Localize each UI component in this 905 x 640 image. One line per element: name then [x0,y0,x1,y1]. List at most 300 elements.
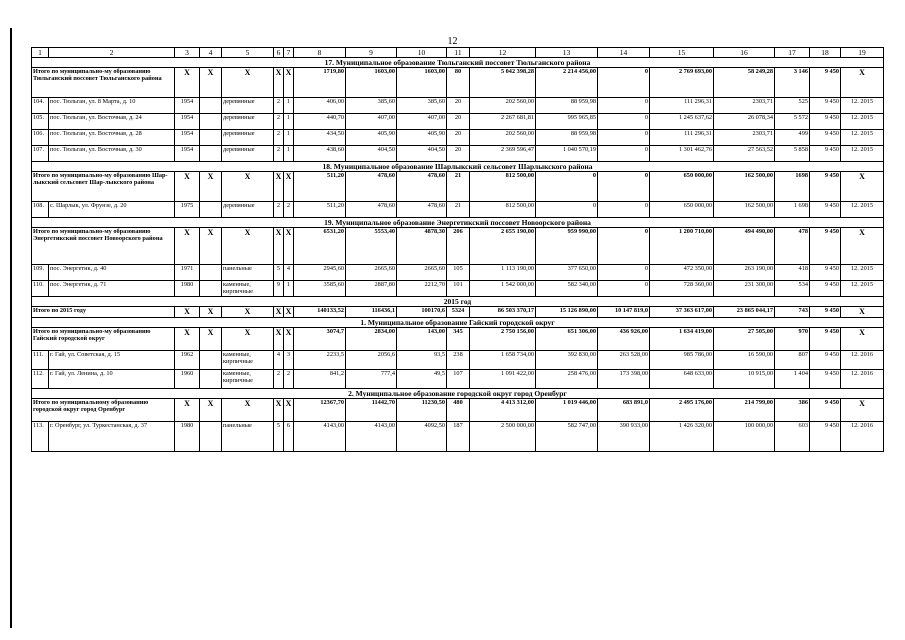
total-cell: X [222,68,274,98]
area-cell: 405,90 [397,130,447,146]
column-number: 8 [294,48,346,58]
total-cell: 1719,80 [294,68,346,98]
total-cell: 0 [598,68,650,98]
total-row [32,307,884,318]
deadline-cell: 12. 2015 [841,130,884,146]
wall-material-cell: каменные, кирпичные [222,370,274,389]
total-cell: 58 249,28 [714,68,775,98]
total-cell: X [175,307,200,318]
floors-cell: 5 [274,265,284,281]
entrances-cell: 3 [284,351,294,370]
total-cell: 478,60 [397,172,447,202]
cost-cell: 377 650,00 [536,265,598,281]
total-cell: 2834,00 [346,328,397,351]
area-cell: 434,50 [294,130,346,146]
column-number: 18 [810,48,841,58]
total-cell: 27 505,00 [714,328,775,351]
year-cell: 1954 [175,146,200,162]
deadline-cell: 12. 2015 [841,265,884,281]
floors-cell: 2 [274,146,284,162]
year-cell: 1962 [175,351,200,370]
cost-cell: 650 000,00 [650,202,714,218]
cost-cell: 9 450 [810,114,841,130]
cost-cell: 995 965,85 [536,114,598,130]
total-cell: 162 500,00 [714,172,775,202]
year-cell: 1960 [175,370,200,389]
section-title: 19. Муниципальное образование Энергетикский поссовет Новоорского района [32,218,884,228]
year-cell: 1954 [175,130,200,146]
total-cell: 5324 [447,307,470,318]
cost-cell: 1 698 [775,202,810,218]
area-cell: 438,60 [294,146,346,162]
total-cell: 100170,6 [397,307,447,318]
wall-material-cell: деревянные [222,202,274,218]
cost-cell: 2 267 681,81 [470,114,536,130]
cost-cell: 1 245 637,62 [650,114,714,130]
column-number: 15 [650,48,714,58]
total-cell: 2 214 456,00 [536,68,598,98]
entrances-cell: 2 [284,370,294,389]
total-cell: X [841,172,884,202]
row-number: 106. [32,130,49,146]
total-cell: X [222,328,274,351]
column-number: 1 [32,48,49,58]
table-cell [200,98,222,114]
wall-material-cell: панельные [222,265,274,281]
total-cell: 1 634 419,00 [650,328,714,351]
table-row [32,265,884,281]
residents-cell: 20 [447,130,470,146]
total-cell: X [841,68,884,98]
cost-cell: 1 040 570,19 [536,146,598,162]
table-cell [200,146,222,162]
row-number: 113. [32,422,49,452]
cost-cell: 0 [598,146,650,162]
cost-cell: 5 858 [775,146,810,162]
table-cell [200,281,222,297]
address-cell: г. Гай, ул. Ленина, д. 10 [49,370,175,389]
area-cell: 2665,60 [397,265,447,281]
column-number: 2 [49,48,175,58]
total-cell: X [841,307,884,318]
area-cell: 4092,50 [397,422,447,452]
section-title: 1. Муниципальное образование Гайский городской округ [32,318,884,328]
total-cell: X [841,228,884,265]
wall-material-cell: деревянные [222,130,274,146]
wall-material-cell: деревянные [222,114,274,130]
section-title: 18. Муниципальное образование Шарлыкский сельсовет Шарлыкского района [32,162,884,172]
total-cell: X [200,228,222,265]
table-cell [200,114,222,130]
total-cell: X [175,172,200,202]
row-number: 111. [32,351,49,370]
total-cell: 0 [536,172,598,202]
section-header [32,218,884,228]
floors-cell: 2 [274,202,284,218]
total-cell: 11230,50 [397,399,447,422]
total-cell: 9 450 [810,399,841,422]
cost-cell: 9 450 [810,98,841,114]
total-cell: X [274,307,284,318]
area-cell: 4143,00 [346,422,397,452]
year-cell: 1954 [175,114,200,130]
table-cell [200,265,222,281]
cost-cell: 111 296,31 [650,98,714,114]
total-cell: 480 [447,399,470,422]
residents-cell: 20 [447,114,470,130]
total-cell: X [841,328,884,351]
address-cell: пос. Энергетик, д. 40 [49,265,175,281]
section-header [32,318,884,328]
wall-material-cell: деревянные [222,146,274,162]
total-cell: X [175,328,200,351]
entrances-cell: 1 [284,130,294,146]
address-cell: с. Шарлык, ул. Фрунзе, д. 20 [49,202,175,218]
total-cell: 494 490,00 [714,228,775,265]
cost-cell: 472 350,00 [650,265,714,281]
area-cell: 2945,60 [294,265,346,281]
total-cell: 1 019 446,00 [536,399,598,422]
cost-cell: 5 572 [775,114,810,130]
table-body [32,48,884,452]
total-cell: 23 865 044,17 [714,307,775,318]
area-cell: 385,60 [397,98,447,114]
section-header [32,58,884,68]
total-cell: 1698 [775,172,810,202]
entrances-cell: 1 [284,114,294,130]
column-number: 6 [274,48,284,58]
cost-cell: 88 959,98 [536,98,598,114]
cost-cell: 648 633,00 [650,370,714,389]
total-cell: 9 450 [810,228,841,265]
page-number: 12 [447,36,458,47]
deadline-cell: 12. 2015 [841,98,884,114]
total-row [32,399,884,422]
column-number: 16 [714,48,775,58]
area-cell: 2665,60 [346,265,397,281]
total-cell: 143,00 [397,328,447,351]
area-cell: 93,5 [397,351,447,370]
area-cell: 406,00 [294,98,346,114]
total-cell: X [175,228,200,265]
total-cell: 9 450 [810,307,841,318]
entrances-cell: 4 [284,265,294,281]
cost-cell: 1 658 734,00 [470,351,536,370]
floors-cell: 9 [274,281,284,297]
cost-cell: 0 [598,98,650,114]
entrances-cell: 1 [284,98,294,114]
total-cell: X [284,307,294,318]
total-cell: 80 [447,68,470,98]
wall-material-cell: деревянные [222,98,274,114]
total-cell: 650 000,00 [650,172,714,202]
cost-cell: 582 747,00 [536,422,598,452]
cost-cell: 9 450 [810,130,841,146]
total-cell: X [200,68,222,98]
cost-cell: 9 450 [810,422,841,452]
cost-cell: 9 450 [810,265,841,281]
wall-material-cell: панельные [222,422,274,452]
cost-cell: 499 [775,130,810,146]
total-cell: 3074,7 [294,328,346,351]
total-label: Итого по муниципально-му образованию Энергетикский поссовет Новоорского района [32,228,175,265]
section-header [32,389,884,399]
entrances-cell: 6 [284,422,294,452]
total-cell: 959 990,00 [536,228,598,265]
cost-cell: 9 450 [810,370,841,389]
cost-cell: 100 000,00 [714,422,775,452]
total-label: Итого по 2015 году [32,307,175,318]
total-cell: 206 [447,228,470,265]
residents-cell: 238 [447,351,470,370]
deadline-cell: 12. 2015 [841,281,884,297]
total-cell: 214 799,00 [714,399,775,422]
cost-cell: 111 296,31 [650,130,714,146]
total-cell: X [841,399,884,422]
total-cell: 812 500,00 [470,172,536,202]
cost-cell: 202 560,00 [470,98,536,114]
cost-cell: 2 500 000,00 [470,422,536,452]
area-cell: 405,90 [346,130,397,146]
section-header [32,162,884,172]
total-cell: 15 126 890,00 [536,307,598,318]
cost-cell: 162 500,00 [714,202,775,218]
year-cell: 1980 [175,281,200,297]
table-row [32,422,884,452]
total-cell: 4878,30 [397,228,447,265]
area-cell: 49,5 [397,370,447,389]
residents-cell: 187 [447,422,470,452]
total-cell: X [284,172,294,202]
row-number: 107. [32,146,49,162]
area-cell: 3585,60 [294,281,346,297]
column-number: 3 [175,48,200,58]
cost-cell: 9 450 [810,351,841,370]
cost-cell: 0 [598,202,650,218]
column-number: 12 [470,48,536,58]
area-cell: 385,60 [346,98,397,114]
total-cell: 1603,00 [346,68,397,98]
total-cell: 9 450 [810,68,841,98]
total-cell: 511,20 [294,172,346,202]
total-cell: 86 503 370,17 [470,307,536,318]
cost-cell: 2 369 596,47 [470,146,536,162]
cost-cell: 10 915,00 [714,370,775,389]
total-cell: X [274,172,284,202]
cost-cell: 0 [598,281,650,297]
column-number: 10 [397,48,447,58]
cost-cell: 1 301 462,76 [650,146,714,162]
residents-cell: 21 [447,202,470,218]
cost-cell: 1 426 320,00 [650,422,714,452]
area-cell: 407,00 [397,114,447,130]
column-number: 7 [284,48,294,58]
total-cell: 2 655 190,00 [470,228,536,265]
deadline-cell: 12. 2015 [841,146,884,162]
total-cell: 3 146 [775,68,810,98]
cost-cell: 9 450 [810,146,841,162]
column-number: 9 [346,48,397,58]
total-cell: 2 495 176,00 [650,399,714,422]
column-number: 5 [222,48,274,58]
table-row [32,130,884,146]
cost-cell: 525 [775,98,810,114]
total-cell: X [200,307,222,318]
cost-cell: 2303,71 [714,130,775,146]
cost-cell: 392 830,00 [536,351,598,370]
deadline-cell: 12. 2016 [841,370,884,389]
area-cell: 2887,80 [346,281,397,297]
residents-cell: 107 [447,370,470,389]
table-row [32,146,884,162]
address-cell: пос. Тюльган, ул. Восточная, д. 28 [49,130,175,146]
area-cell: 511,20 [294,202,346,218]
cost-cell: 263 528,00 [598,351,650,370]
total-label: Итого по муниципально-му образованию Шар-лыкский сельсовет Шар-лыкского района [32,172,175,202]
total-row [32,228,884,265]
total-cell: 478,60 [346,172,397,202]
row-number: 109. [32,265,49,281]
table-row [32,202,884,218]
cost-cell: 534 [775,281,810,297]
year-cell: 1971 [175,265,200,281]
total-cell: 386 [775,399,810,422]
address-cell: пос. Энергетик, д. 71 [49,281,175,297]
section-title: 2015 год [32,297,884,307]
cost-cell: 1 113 190,00 [470,265,536,281]
total-row [32,328,884,351]
area-cell: 404,50 [346,146,397,162]
year-header [32,297,884,307]
year-cell: 1975 [175,202,200,218]
cost-cell: 2303,71 [714,98,775,114]
total-cell: X [284,68,294,98]
floors-cell: 2 [274,370,284,389]
total-cell: X [222,307,274,318]
column-number-row [32,48,884,58]
total-cell: X [222,228,274,265]
cost-cell: 728 360,00 [650,281,714,297]
table-row [32,114,884,130]
table-cell [200,351,222,370]
binder-edge-line [10,28,12,628]
total-cell: 1603,00 [397,68,447,98]
total-cell: 345 [447,328,470,351]
deadline-cell: 12. 2016 [841,351,884,370]
housing-program-table [31,47,884,452]
area-cell: 4143,00 [294,422,346,452]
year-cell: 1954 [175,98,200,114]
section-title: 2. Муниципальное образование городской округ город Оренбург [32,389,884,399]
total-label: Итого по муниципально-му образованию Гайский городской округ [32,328,175,351]
cost-cell: 0 [598,130,650,146]
cost-cell: 173 398,00 [598,370,650,389]
table-cell [200,130,222,146]
entrances-cell: 1 [284,281,294,297]
area-cell: 407,00 [346,114,397,130]
total-row [32,172,884,202]
cost-cell: 263 190,00 [714,265,775,281]
table-row [32,98,884,114]
total-cell: 0 [598,228,650,265]
total-label: Итого по муниципально-му образованию Тюльганский поссовет Тюльганского района [32,68,175,98]
cost-cell: 9 450 [810,281,841,297]
column-number: 14 [598,48,650,58]
deadline-cell: 12. 2015 [841,114,884,130]
total-cell: X [274,228,284,265]
total-cell: 116436,1 [346,307,397,318]
wall-material-cell: каменные, кирпичные [222,351,274,370]
total-cell: 743 [775,307,810,318]
total-cell: X [200,172,222,202]
area-cell: 2056,6 [346,351,397,370]
total-cell: 970 [775,328,810,351]
entrances-cell: 1 [284,146,294,162]
total-cell: X [284,399,294,422]
total-cell: 11442,70 [346,399,397,422]
cost-cell: 1 404 [775,370,810,389]
total-cell: X [200,399,222,422]
residents-cell: 105 [447,265,470,281]
cost-cell: 88 959,98 [536,130,598,146]
area-cell: 2212,70 [397,281,447,297]
floors-cell: 4 [274,351,284,370]
total-cell: 2 750 156,00 [470,328,536,351]
row-number: 112. [32,370,49,389]
table-cell [200,422,222,452]
total-cell: 6531,20 [294,228,346,265]
row-number: 104. [32,98,49,114]
table-row [32,281,884,297]
deadline-cell: 12. 2016 [841,422,884,452]
total-cell: 478 [775,228,810,265]
address-cell: пос. Тюльган, ул. Восточная, д. 24 [49,114,175,130]
total-cell: 21 [447,172,470,202]
column-number: 17 [775,48,810,58]
row-number: 105. [32,114,49,130]
total-cell: 436 926,00 [598,328,650,351]
cost-cell: 582 340,00 [536,281,598,297]
floors-cell: 2 [274,130,284,146]
year-cell: 1980 [175,422,200,452]
cost-cell: 231 300,00 [714,281,775,297]
total-cell: 651 306,00 [536,328,598,351]
row-number: 108. [32,202,49,218]
address-cell: г. Оренбург, ул. Туркестанская, д. 37 [49,422,175,452]
residents-cell: 101 [447,281,470,297]
cost-cell: 603 [775,422,810,452]
area-cell: 440,70 [294,114,346,130]
cost-cell: 0 [536,202,598,218]
area-cell: 841,2 [294,370,346,389]
floors-cell: 2 [274,98,284,114]
total-cell: X [222,172,274,202]
column-number: 11 [447,48,470,58]
total-cell: X [284,328,294,351]
deadline-cell: 12. 2015 [841,202,884,218]
total-cell: X [175,399,200,422]
total-cell: X [200,328,222,351]
entrances-cell: 2 [284,202,294,218]
total-row [32,68,884,98]
total-cell: 2 769 693,00 [650,68,714,98]
area-cell: 404,50 [397,146,447,162]
cost-cell: 985 786,00 [650,351,714,370]
address-cell: пос. Тюльган, ул. 8 Марта, д. 10 [49,98,175,114]
table-cell [200,202,222,218]
section-title: 17. Муниципальное образование Тюльганский поссовет Тюльганского района [32,58,884,68]
total-cell: 5 042 398,28 [470,68,536,98]
